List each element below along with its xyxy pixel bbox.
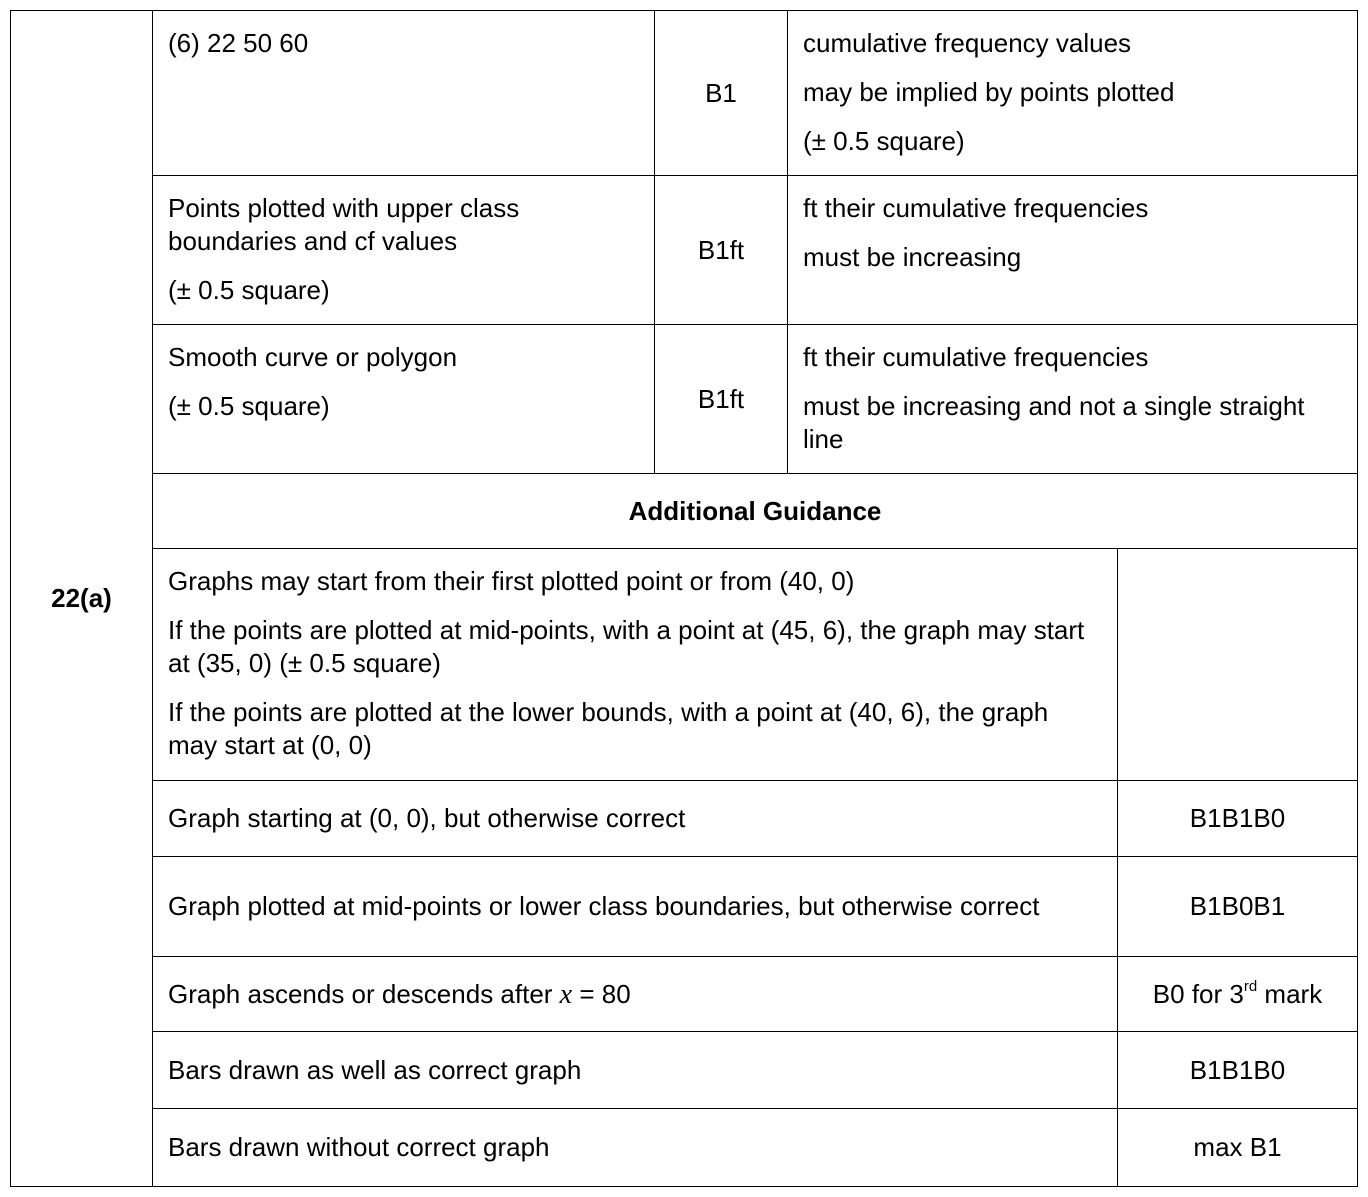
- mark-row: [11, 11, 1358, 176]
- answer-line: (± 0.5 square): [168, 391, 330, 421]
- guidance-mark-cell: [1118, 957, 1358, 1032]
- guidance-text-cell: [153, 549, 1118, 781]
- guidance-header: Additional Guidance: [153, 474, 1358, 549]
- guidance-row: [11, 857, 1358, 957]
- mark-base: B0 for 3: [1152, 978, 1244, 1009]
- guidance-text-cell: Bars drawn without correct graph: [153, 1109, 1118, 1187]
- mark-row: [11, 325, 1358, 474]
- guidance-header-row: [11, 474, 1358, 549]
- mark-cell: B1: [655, 11, 788, 176]
- question-number: 22(a): [11, 11, 153, 1187]
- guidance-line: If the points are plotted at mid-points, with a point at (45, 6), the graph may start at (35, 0) (± 0.5 square): [168, 615, 1085, 678]
- guidance-line: If the points are plotted at the lower bounds, with a point at (40, 6), the graph may start at (0, 0): [168, 697, 1049, 760]
- guidance-row: [11, 549, 1358, 781]
- guidance-text-cell: [153, 957, 1118, 1032]
- comment-line: (± 0.5 square): [803, 126, 965, 156]
- guidance-text-cell: Bars drawn as well as correct graph: [153, 1032, 1118, 1109]
- guidance-mark-cell: B1B1B0: [1118, 781, 1358, 857]
- answer-line: Smooth curve or polygon: [168, 342, 458, 372]
- guidance-mark-cell: B1B0B1: [1118, 857, 1358, 957]
- guidance-text-cell: Graph plotted at mid-points or lower class boundaries, but otherwise correct: [153, 857, 1118, 957]
- comment-line: may be implied by points plotted: [803, 77, 1175, 107]
- guidance-row: [11, 781, 1358, 857]
- comments-cell: [788, 325, 1358, 474]
- answer-line: (± 0.5 square): [168, 275, 330, 305]
- guidance-text-cell: Graph starting at (0, 0), but otherwise correct: [153, 781, 1118, 857]
- comment-line: ft their cumulative frequencies: [803, 342, 1149, 372]
- guidance-mark-cell: [1118, 549, 1358, 781]
- answer-line: (6) 22 50 60: [168, 28, 309, 58]
- comments-cell: [788, 176, 1358, 325]
- guidance-row: [11, 1032, 1358, 1109]
- mark-cell: B1ft: [655, 176, 788, 325]
- comment-line: must be increasing and not a single straight line: [803, 391, 1305, 454]
- variable-x: x: [559, 978, 573, 1010]
- guidance-row: [11, 957, 1358, 1032]
- guidance-text-after: = 80: [572, 978, 631, 1009]
- comment-line: cumulative frequency values: [803, 28, 1132, 58]
- comment-line: must be increasing: [803, 242, 1022, 272]
- answer-cell: [153, 325, 655, 474]
- mark-after: mark: [1257, 978, 1323, 1009]
- guidance-mark-cell: B1B1B0: [1118, 1032, 1358, 1109]
- ordinal-suffix: rd: [1243, 977, 1258, 995]
- mark-scheme-table: [10, 10, 1358, 1187]
- comments-cell: [788, 11, 1358, 176]
- mark-row: [11, 176, 1358, 325]
- answer-cell: [153, 11, 655, 176]
- answer-line: Points plotted with upper class boundaries and cf values: [168, 193, 520, 256]
- comment-line: ft their cumulative frequencies: [803, 193, 1149, 223]
- guidance-mark-cell: max B1: [1118, 1109, 1358, 1187]
- guidance-text-before: Graph ascends or descends after: [168, 978, 560, 1009]
- guidance-line: Graphs may start from their first plotted point or from (40, 0): [168, 566, 855, 596]
- guidance-row: [11, 1109, 1358, 1187]
- mark-cell: B1ft: [655, 325, 788, 474]
- answer-cell: [153, 176, 655, 325]
